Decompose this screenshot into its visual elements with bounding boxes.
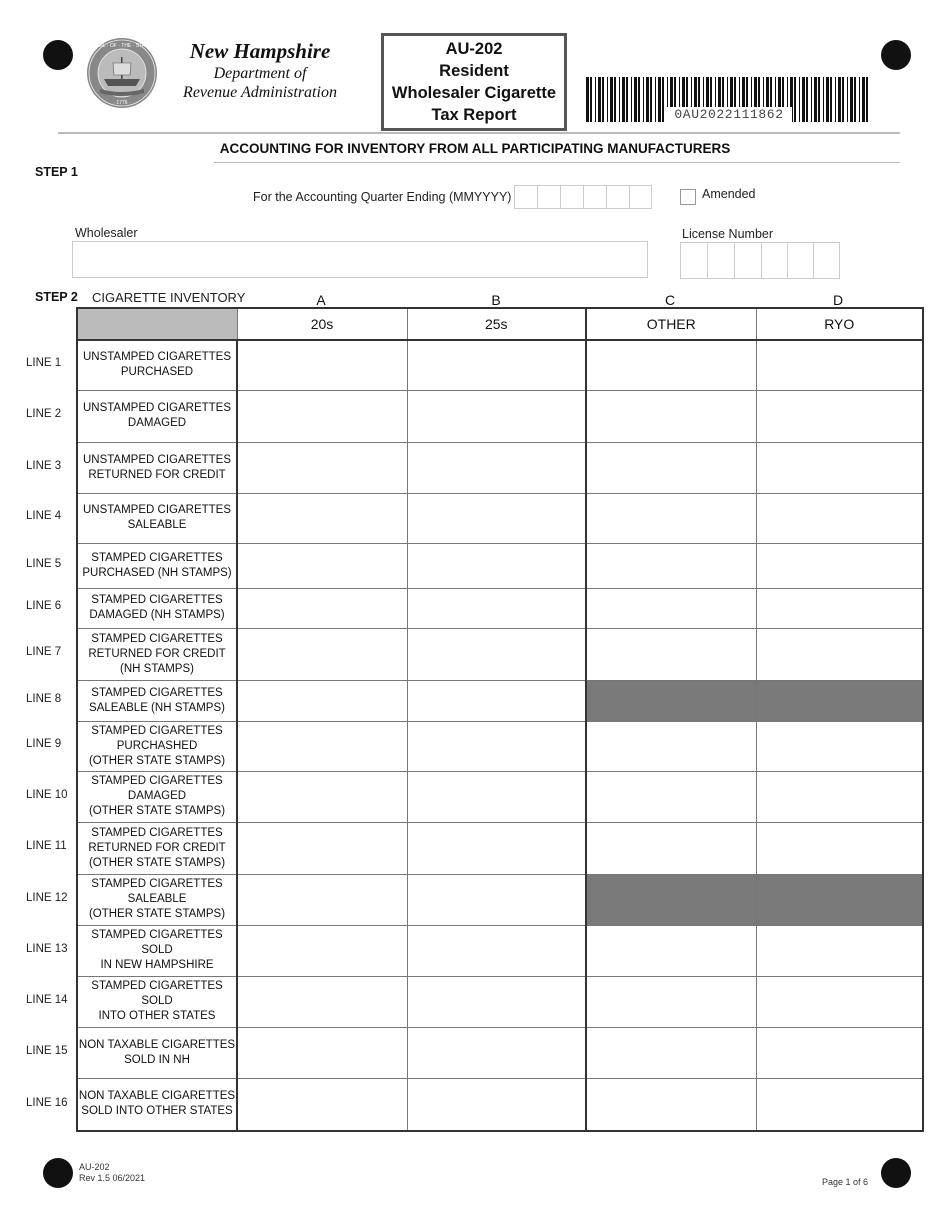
line-description	[77, 822, 237, 874]
line-description-text: STAMPED CIGARETTES	[91, 632, 223, 645]
line-11-a-20s-input[interactable]	[237, 822, 407, 874]
barcode-bar	[811, 77, 812, 122]
table-row	[77, 442, 923, 493]
line-description-text: NON TAXABLE CIGARETTES	[78, 1090, 236, 1103]
column-header-other: OTHER	[586, 308, 756, 340]
barcode-bar	[622, 77, 625, 122]
barcode-bar	[655, 77, 656, 122]
barcode-bar	[842, 77, 844, 122]
line-description-text: STAMPED CIGARETTES SOLD	[91, 980, 223, 1007]
line-3-c-other-input[interactable]	[586, 442, 756, 493]
line-12-b-25s-input[interactable]	[407, 874, 586, 925]
line-7-d-ryo-input[interactable]	[756, 628, 923, 680]
line-label: LINE 12	[26, 891, 68, 904]
column-letter-b: B	[491, 292, 501, 308]
barcode-bar	[862, 77, 865, 122]
table-row	[77, 628, 923, 680]
line-7-c-other-input[interactable]	[586, 628, 756, 680]
line-label: LINE 16	[26, 1096, 68, 1109]
barcode-bar	[794, 77, 796, 122]
table-row	[77, 1078, 923, 1131]
license-number-input[interactable]	[680, 242, 840, 279]
line-description	[77, 628, 237, 680]
barcode-bar	[590, 77, 592, 122]
barcode-bar	[799, 77, 800, 122]
line-description-text: RETURNED FOR CREDIT	[88, 647, 226, 660]
line-13-b-25s-input[interactable]	[407, 925, 586, 976]
line-7-b-25s-input[interactable]	[407, 628, 586, 680]
line-9-b-25s-input[interactable]	[407, 721, 586, 771]
line-14-b-25s-input[interactable]	[407, 976, 586, 1027]
line-8-b-25s-input[interactable]	[407, 680, 586, 721]
column-letter-d: D	[832, 292, 844, 308]
table-row	[77, 1027, 923, 1078]
table-row	[77, 925, 923, 976]
line-8-c-other-shaded	[586, 680, 756, 721]
line-16-d-ryo-input[interactable]	[756, 1078, 923, 1131]
department-line-2: Revenue Administration	[183, 84, 337, 101]
line-9-d-ryo-input[interactable]	[756, 721, 923, 771]
line-description-text: PURCHASED	[120, 366, 194, 379]
barcode-bar	[646, 77, 649, 122]
line-description-text: STAMPED CIGARETTES	[91, 724, 223, 737]
line-12-a-20s-input[interactable]	[237, 874, 407, 925]
line-description-text: RETURNED FOR CREDIT	[88, 841, 226, 854]
line-10-b-25s-input[interactable]	[407, 771, 586, 822]
table-row	[77, 976, 923, 1027]
table-row	[77, 543, 923, 588]
line-2-c-other-input[interactable]	[586, 390, 756, 442]
form-title-line-2: Resident	[439, 62, 509, 80]
line-description-text: SALEABLE (NH STAMPS)	[89, 701, 225, 714]
line-label: LINE 14	[26, 993, 68, 1006]
line-label: LINE 8	[26, 692, 62, 705]
line-1-d-ryo-input[interactable]	[756, 340, 923, 390]
column-header-ryo: RYO	[756, 308, 923, 340]
line-15-b-25s-input[interactable]	[407, 1027, 586, 1078]
line-description-text: NON TAXABLE CIGARETTES	[78, 1038, 236, 1051]
line-description	[77, 493, 237, 543]
svg-text:SEAL · OF · THE · STATE: SEAL · OF · THE · STATE	[92, 43, 152, 49]
line-description-text: STAMPED CIGARETTES	[91, 775, 223, 787]
line-6-a-20s-input[interactable]	[237, 588, 407, 628]
table-row	[77, 588, 923, 628]
line-6-d-ryo-input[interactable]	[756, 588, 923, 628]
line-4-d-ryo-input[interactable]	[756, 493, 923, 543]
barcode-bar	[638, 77, 640, 122]
line-description	[77, 442, 237, 493]
barcode-bar	[598, 77, 601, 122]
line-description-text: RETURNED FOR CREDIT	[88, 468, 226, 481]
line-description-text: UNSTAMPED CIGARETTES	[82, 351, 232, 364]
line-description	[77, 543, 237, 588]
line-3-a-20s-input[interactable]	[237, 442, 407, 493]
line-description	[77, 721, 237, 771]
line-5-d-ryo-input[interactable]	[756, 543, 923, 588]
page-heading: ACCOUNTING FOR INVENTORY FROM ALL PARTICIPATING MANUFACTURERS	[219, 141, 731, 156]
line-5-a-20s-input[interactable]	[237, 543, 407, 588]
line-description-text: SALEABLE	[127, 519, 187, 531]
line-6-c-other-input[interactable]	[586, 588, 756, 628]
line-11-c-other-input[interactable]	[586, 822, 756, 874]
barcode-bar	[802, 77, 805, 122]
column-header-20s: 20s	[237, 308, 407, 340]
barcode-bar	[806, 77, 808, 122]
line-4-a-20s-input[interactable]	[237, 493, 407, 543]
line-description-text: (NH STAMPS)	[120, 662, 194, 675]
line-3-b-25s-input[interactable]	[407, 442, 586, 493]
line-14-a-20s-input[interactable]	[237, 976, 407, 1027]
line-description-text: STAMPED CIGARETTES	[91, 551, 223, 564]
line-8-d-ryo-shaded	[756, 680, 923, 721]
barcode-bar	[662, 77, 664, 122]
department-line-1: Department of	[213, 65, 307, 82]
line-description-text: PURCHASHED	[116, 739, 198, 752]
line-7-a-20s-input[interactable]	[237, 628, 407, 680]
line-15-a-20s-input[interactable]	[237, 1027, 407, 1078]
line-11-d-ryo-input[interactable]	[756, 822, 923, 874]
table-row	[77, 340, 923, 390]
line-description	[77, 1027, 237, 1078]
line-10-a-20s-input[interactable]	[237, 771, 407, 822]
line-description-text: DAMAGED	[127, 790, 187, 802]
barcode-bar	[602, 77, 604, 122]
line-description-text: DAMAGED	[127, 417, 187, 429]
line-2-d-ryo-input[interactable]	[756, 390, 923, 442]
barcode-bar	[650, 77, 652, 122]
divider-heading	[214, 162, 900, 163]
inventory-header-row	[77, 308, 923, 340]
line-label: LINE 6	[26, 600, 62, 612]
line-9-c-other-input[interactable]	[586, 721, 756, 771]
line-5-c-other-input[interactable]	[586, 543, 756, 588]
line-description-text: (OTHER STATE STAMPS)	[88, 856, 226, 869]
line-12-d-ryo-shaded	[756, 874, 923, 925]
barcode-bar	[626, 77, 628, 122]
line-description	[77, 976, 237, 1027]
amended-label: Amended	[702, 187, 756, 201]
barcode-bar	[586, 77, 589, 122]
line-description-text: STAMPED CIGARETTES SOLD	[91, 929, 223, 956]
line-description-text: UNSTAMPED CIGARETTES	[82, 504, 232, 516]
column-header-25s: 25s	[407, 308, 586, 340]
line-description-text: INTO OTHER STATES	[98, 1010, 216, 1022]
line-label: LINE 9	[26, 738, 62, 750]
barcode-bar	[826, 77, 829, 122]
column-letter-a: A	[316, 292, 326, 308]
line-13-d-ryo-input[interactable]	[756, 925, 923, 976]
footer-revision: Rev 1.5 06/2021	[79, 1173, 146, 1183]
step-2-label: STEP 2	[35, 290, 78, 304]
barcode-bar	[835, 77, 836, 122]
wholesaler-input[interactable]	[72, 241, 648, 278]
line-description-text: IN NEW HAMPSHIRE	[100, 959, 214, 971]
line-13-c-other-input[interactable]	[586, 925, 756, 976]
line-16-c-other-input[interactable]	[586, 1078, 756, 1131]
line-label: LINE 5	[26, 557, 62, 570]
table-row	[77, 874, 923, 925]
line-12-c-other-shaded	[586, 874, 756, 925]
line-description-text: (OTHER STATE STAMPS)	[88, 805, 226, 817]
line-description	[77, 680, 237, 721]
line-description-text: STAMPED CIGARETTES	[91, 826, 223, 839]
line-description	[77, 874, 237, 925]
line-label: LINE 4	[26, 510, 62, 522]
line-description-text: STAMPED CIGARETTES	[91, 878, 223, 890]
quarter-input[interactable]	[514, 185, 652, 209]
registration-mark-top-right	[881, 40, 911, 70]
page-number: Page 1 of 6	[821, 1177, 868, 1187]
divider-top	[58, 132, 900, 134]
line-description-text: SALEABLE	[127, 893, 187, 905]
line-label: LINE 13	[26, 942, 68, 955]
table-row	[77, 721, 923, 771]
line-description	[77, 925, 237, 976]
line-description-text: SOLD IN NH	[124, 1053, 190, 1066]
line-description	[77, 340, 237, 390]
form-number: AU-202	[445, 40, 503, 58]
line-6-b-25s-input[interactable]	[407, 588, 586, 628]
step-1-label: STEP 1	[35, 165, 78, 179]
table-row	[77, 680, 923, 721]
nh-state-seal-icon	[86, 37, 158, 109]
barcode-bar	[823, 77, 824, 122]
line-15-d-ryo-input[interactable]	[756, 1027, 923, 1078]
line-label: LINE 3	[26, 459, 62, 472]
inventory-table	[76, 307, 924, 1132]
line-2-b-25s-input[interactable]	[407, 390, 586, 442]
line-description	[77, 771, 237, 822]
line-description-text: PURCHASED (NH STAMPS)	[82, 566, 232, 579]
barcode-bar	[634, 77, 637, 122]
barcode-bar	[595, 77, 596, 122]
state-name: New Hampshire	[189, 39, 331, 63]
barcode-bar	[614, 77, 616, 122]
line-9-a-20s-input[interactable]	[237, 721, 407, 771]
table-row	[77, 822, 923, 874]
footer-form-info	[79, 1162, 145, 1184]
barcode-bar	[814, 77, 817, 122]
line-description	[77, 588, 237, 628]
column-letter-c: C	[664, 292, 676, 308]
line-14-d-ryo-input[interactable]	[756, 976, 923, 1027]
header-blank-cell	[77, 308, 237, 340]
line-14-c-other-input[interactable]	[586, 976, 756, 1027]
line-1-c-other-input[interactable]	[586, 340, 756, 390]
barcode-bar	[854, 77, 856, 122]
barcode-bar	[830, 77, 832, 122]
footer-form-id: AU-202	[79, 1162, 110, 1172]
barcode-bar	[818, 77, 820, 122]
line-4-c-other-input[interactable]	[586, 493, 756, 543]
line-2-a-20s-input[interactable]	[237, 390, 407, 442]
barcode-bar	[658, 77, 661, 122]
line-label: LINE 15	[26, 1044, 68, 1057]
barcode-bar	[838, 77, 841, 122]
line-label: LINE 7	[26, 646, 62, 658]
line-label: LINE 1	[26, 357, 62, 369]
barcode-bar	[619, 77, 620, 122]
form-title-line-4: Tax Report	[431, 106, 517, 124]
barcode-number: 0AU2022111862	[666, 107, 792, 123]
line-description-text: SOLD INTO OTHER STATES	[81, 1105, 233, 1118]
form-title-line-3: Wholesaler Cigarette	[391, 84, 557, 102]
line-1-b-25s-input[interactable]	[407, 340, 586, 390]
form-title-box	[381, 33, 567, 131]
line-label: LINE 10	[26, 788, 68, 801]
line-3-d-ryo-input[interactable]	[756, 442, 923, 493]
barcode-bar	[847, 77, 848, 122]
table-row	[77, 771, 923, 822]
amended-checkbox[interactable]	[680, 189, 696, 205]
barcode-bar	[610, 77, 613, 122]
table-row	[77, 493, 923, 543]
line-description-text: STAMPED CIGARETTES	[91, 594, 223, 606]
line-description-text: (OTHER STATE STAMPS)	[88, 754, 226, 767]
registration-mark-top-left	[43, 40, 73, 70]
barcode-bar	[866, 77, 868, 122]
line-description-text: UNSTAMPED CIGARETTES	[82, 402, 232, 414]
line-description	[77, 390, 237, 442]
cigarette-inventory-title: CIGARETTE INVENTORY	[92, 290, 246, 305]
license-number-label: License Number	[682, 227, 774, 241]
line-description-text: DAMAGED (NH STAMPS)	[89, 609, 225, 621]
line-5-b-25s-input[interactable]	[407, 543, 586, 588]
wholesaler-label: Wholesaler	[75, 226, 138, 240]
line-1-a-20s-input[interactable]	[237, 340, 407, 390]
barcode-bar	[631, 77, 632, 122]
line-description-text: (OTHER STATE STAMPS)	[88, 908, 226, 920]
line-label: LINE 11	[26, 840, 67, 852]
line-16-a-20s-input[interactable]	[237, 1078, 407, 1131]
line-15-c-other-input[interactable]	[586, 1027, 756, 1078]
registration-mark-bottom-right	[881, 1158, 911, 1188]
line-16-b-25s-input[interactable]	[407, 1078, 586, 1131]
line-10-c-other-input[interactable]	[586, 771, 756, 822]
line-10-d-ryo-input[interactable]	[756, 771, 923, 822]
barcode-bar	[643, 77, 644, 122]
svg-text:· 1776 ·: · 1776 ·	[113, 100, 131, 106]
barcode-bar	[859, 77, 860, 122]
line-13-a-20s-input[interactable]	[237, 925, 407, 976]
line-4-b-25s-input[interactable]	[407, 493, 586, 543]
line-11-b-25s-input[interactable]	[407, 822, 586, 874]
barcode-bar	[607, 77, 608, 122]
line-description-text: UNSTAMPED CIGARETTES	[82, 453, 232, 466]
quarter-label: For the Accounting Quarter Ending (MMYYYY)	[253, 190, 512, 204]
line-label: LINE 2	[26, 408, 62, 420]
barcode-bar	[850, 77, 853, 122]
line-8-a-20s-input[interactable]	[237, 680, 407, 721]
agency-name	[168, 38, 352, 102]
line-description	[77, 1078, 237, 1131]
registration-mark-bottom-left	[43, 1158, 73, 1188]
table-row	[77, 390, 923, 442]
line-description-text: STAMPED CIGARETTES	[91, 686, 223, 699]
